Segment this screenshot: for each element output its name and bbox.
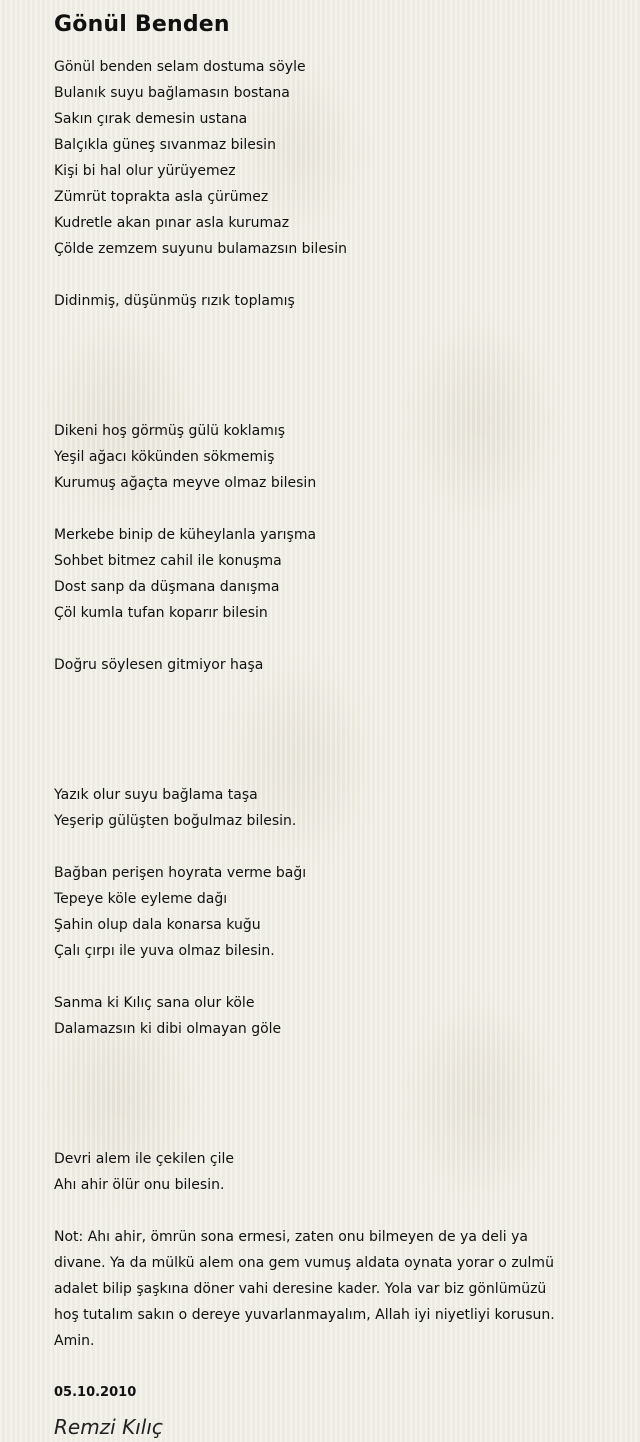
poem-author: Remzi Kılıç <box>54 1415 163 1439</box>
stanza-spacer <box>54 262 614 288</box>
poem-line: Didinmiş, düşünmüş rızık toplamış <box>54 293 295 309</box>
poem-line: Dost sanp da düşmana danışma <box>54 579 280 595</box>
poem-line: Dalamazsın ki dibi olmayan göle <box>54 1021 282 1037</box>
stanza-spacer <box>54 314 614 418</box>
poem-line: Zümrüt toprakta asla çürümez <box>54 189 269 205</box>
poem-note: Not: Ahı ahir, ömrün sona ermesi, zaten onu bilmeyen de ya deli ya divane. Ya da mülkü alem ona gem vumuş aldata oynata yorar o zulmü adalet bilip şaşkına döner vahi deresine kader. Yola var biz gönlümüzü hoş tutalım sakın o dereye yuvarlanmayalım, Allah iyi niyetliyi korusun. Amin. <box>54 1229 555 1349</box>
poem-line: Balçıkla güneş sıvanmaz bilesin <box>54 137 276 153</box>
poem-line: Kişi bi hal olur yürüyemez <box>54 163 236 179</box>
stanza-5 <box>54 652 614 678</box>
poem-line: Bağban perişen hoyrata verme bağı <box>54 865 307 881</box>
poem-page <box>54 10 614 1442</box>
poem-date: 05.10.2010 <box>54 1385 137 1400</box>
poem-line: Şahin olup dala konarsa kuğu <box>54 917 261 933</box>
poem-line: Yazık olur suyu bağlama taşa <box>54 787 258 803</box>
poem-line: Gönül benden selam dostuma söyle <box>54 59 306 75</box>
stanza-spacer <box>54 834 614 860</box>
poem-line: Yeşerip gülüşten boğulmaz bilesin. <box>54 813 297 829</box>
stanza-4 <box>54 522 614 626</box>
poem-line: Çölde zemzem suyunu bulamazsın bilesin <box>54 241 347 257</box>
poem-line: Devri alem ile çekilen çile <box>54 1151 235 1167</box>
poem-line: Tepeye köle eyleme dağı <box>54 891 228 907</box>
poem-line: Ahı ahir ölür onu bilesin. <box>54 1177 225 1193</box>
poem-line: Dikeni hoş görmüş gülü koklamış <box>54 423 286 439</box>
poem-line: Yeşil ağacı kökünden sökmemiş <box>54 449 275 465</box>
poem-line: Doğru söylesen gitmiyor haşa <box>54 657 264 673</box>
stanza-9 <box>54 1146 614 1198</box>
poem-line: Sakın çırak demesin ustana <box>54 111 248 127</box>
stanza-1 <box>54 54 614 262</box>
stanza-spacer <box>54 678 614 782</box>
poem-line: Sohbet bitmez cahil ile konuşma <box>54 553 282 569</box>
poem-line: Çöl kumla tufan koparır bilesin <box>54 605 268 621</box>
stanza-spacer <box>54 626 614 652</box>
stanza-spacer <box>54 964 614 990</box>
poem-line: Bulanık suyu bağlamasın bostana <box>54 85 290 101</box>
stanza-spacer <box>54 1198 614 1224</box>
poem-line: Sanma ki Kılıç sana olur köle <box>54 995 255 1011</box>
stanza-2 <box>54 288 614 314</box>
poem-title: Gönül Benden <box>54 12 230 37</box>
poem-line: Çalı çırpı ile yuva olmaz bilesin. <box>54 943 275 959</box>
stanza-3 <box>54 418 614 496</box>
stanza-8 <box>54 990 614 1042</box>
poem-line: Merkebe binip de küheylanla yarışma <box>54 527 317 543</box>
stanza-7 <box>54 860 614 964</box>
stanza-spacer <box>54 496 614 522</box>
stanza-spacer <box>54 1042 614 1146</box>
stanza-6 <box>54 782 614 834</box>
poem-line: Kurumuş ağaçta meyve olmaz bilesin <box>54 475 317 491</box>
poem-line: Kudretle akan pınar asla kurumaz <box>54 215 290 231</box>
